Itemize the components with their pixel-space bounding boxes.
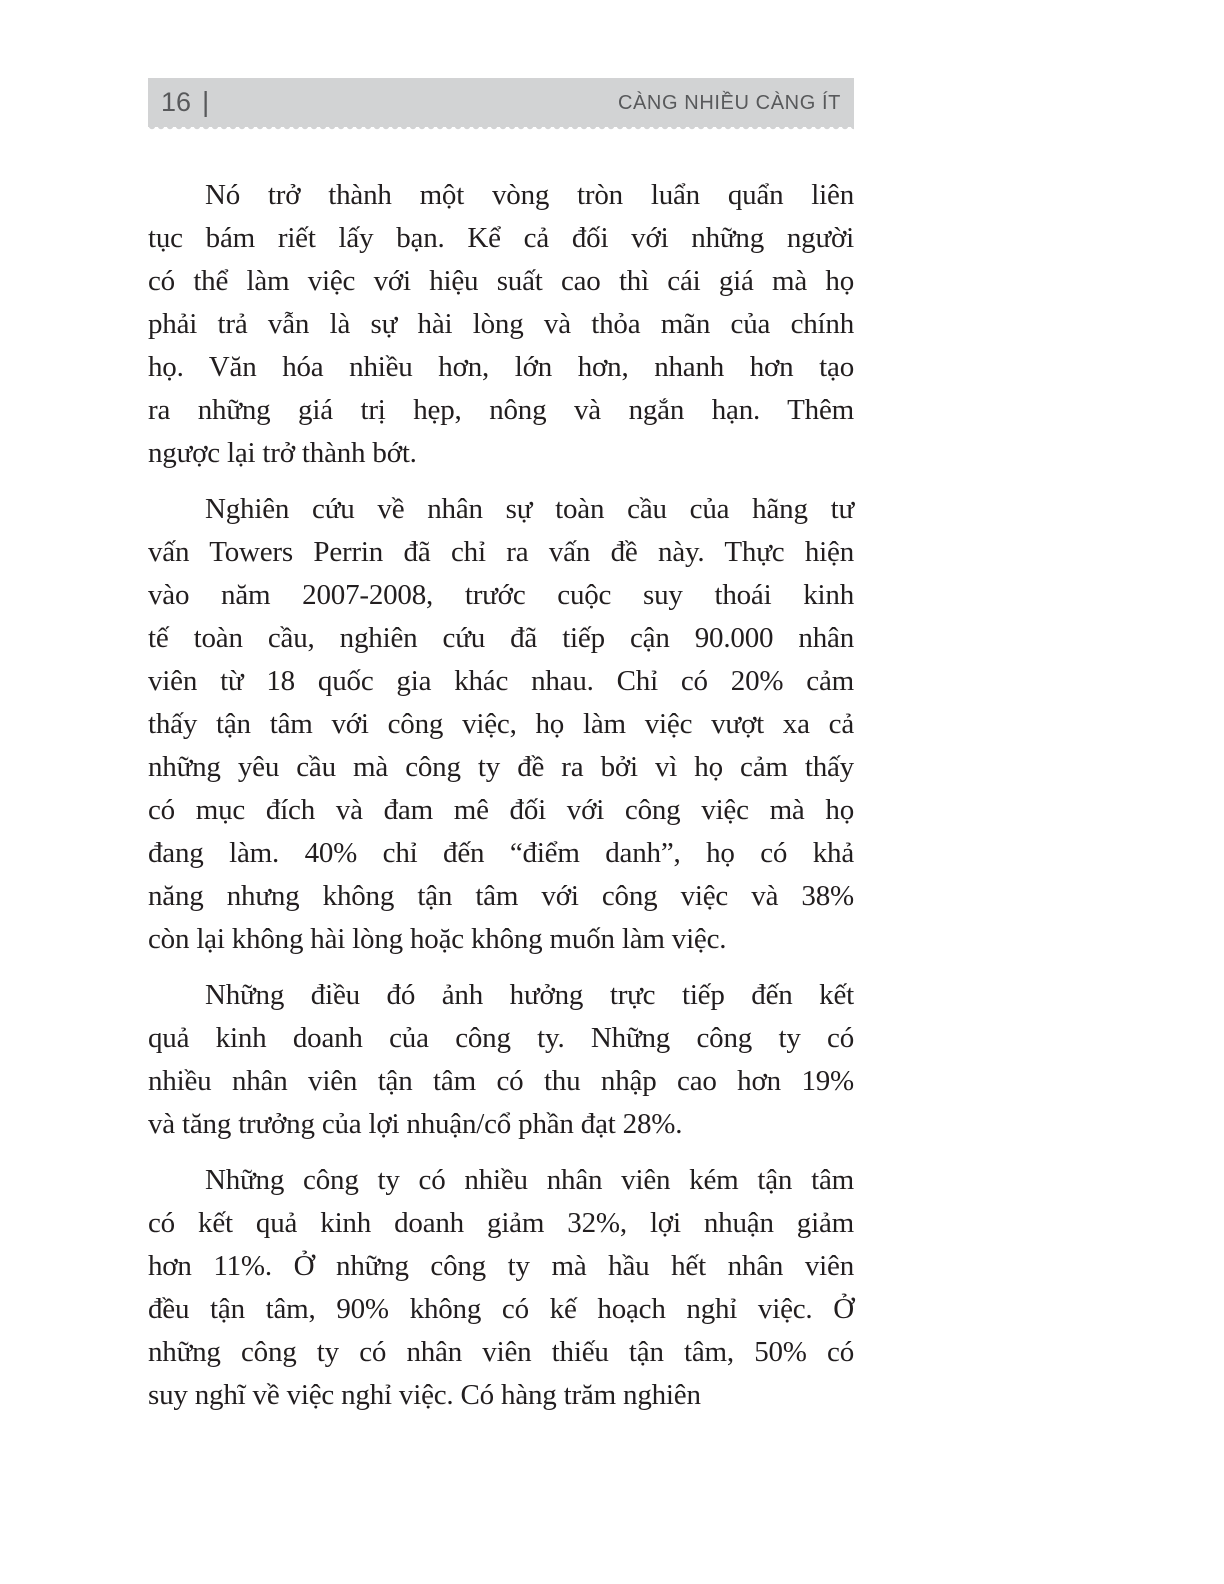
text-line: có kết quả kinh doanh giảm 32%, lợi nhuận giảm — [148, 1207, 854, 1239]
text-line: những yêu cầu mà công ty đề ra bởi vì họ cảm thấy — [148, 751, 854, 783]
text-line: thấy tận tâm với công việc, họ làm việc vượt xa cả — [148, 708, 854, 740]
text-line: có thể làm việc với hiệu suất cao thì cái giá mà họ — [148, 265, 854, 297]
text-line: Những công ty có nhiều nhân viên kém tận tâm — [205, 1164, 854, 1196]
text-line: ngược lại trở thành bớt. — [148, 437, 417, 469]
paragraph — [148, 488, 854, 961]
text-line: đang làm. 40% chỉ đến “điểm danh”, họ có khả — [148, 837, 854, 869]
page-number: 16 — [161, 87, 192, 117]
page-header-bar — [148, 78, 854, 127]
text-line: năng nhưng không tận tâm với công việc và 38% — [148, 880, 854, 912]
text-line: tế toàn cầu, nghiên cứu đã tiếp cận 90.000 nhân — [148, 622, 854, 654]
text-line: phải trả vẫn là sự hài lòng và thỏa mãn của chính — [148, 308, 854, 340]
text-line: đều tận tâm, 90% không có kế hoạch nghỉ việc. Ở — [148, 1293, 854, 1325]
text-line: nhiều nhân viên tận tâm có thu nhập cao hơn 19% — [148, 1065, 854, 1097]
text-line: họ. Văn hóa nhiều hơn, lớn hơn, nhanh hơn tạo — [148, 351, 854, 383]
text-line: suy nghĩ về việc nghỉ việc. Có hàng trăm nghiên — [148, 1379, 701, 1411]
paragraph — [148, 1159, 854, 1417]
text-line: quả kinh doanh của công ty. Những công ty có — [148, 1022, 854, 1054]
text-line: viên từ 18 quốc gia khác nhau. Chỉ có 20% cảm — [148, 665, 854, 697]
page-number-separator: | — [202, 85, 210, 117]
text-line: hơn 11%. Ở những công ty mà hầu hết nhân viên — [148, 1250, 854, 1282]
text-line: còn lại không hài lòng hoặc không muốn làm việc. — [148, 923, 727, 955]
text-line: tục bám riết lấy bạn. Kể cả đối với những người — [148, 222, 854, 254]
text-line: Nghiên cứu về nhân sự toàn cầu của hãng tư — [205, 493, 854, 525]
paragraph — [148, 974, 854, 1146]
text-line: có mục đích và đam mê đối với công việc mà họ — [148, 794, 854, 826]
text-line: vào năm 2007-2008, trước cuộc suy thoái kinh — [148, 579, 854, 611]
text-line: Những điều đó ảnh hưởng trực tiếp đến kết — [205, 979, 854, 1011]
running-title: CÀNG NHIỀU CÀNG ÍT — [617, 91, 841, 114]
text-line: và tăng trưởng của lợi nhuận/cổ phần đạt 28%. — [148, 1108, 683, 1140]
text-line: những công ty có nhân viên thiếu tận tâm, 50% có — [148, 1336, 854, 1368]
page-number-group — [161, 85, 210, 117]
page-body — [148, 174, 854, 1430]
paragraph — [148, 174, 854, 475]
text-line: ra những giá trị hẹp, nông và ngắn hạn. Thêm — [148, 394, 854, 426]
text-line: vấn Towers Perrin đã chỉ ra vấn đề này. Thực hiện — [148, 536, 854, 568]
text-line: Nó trở thành một vòng tròn luẩn quẩn liên — [205, 179, 854, 211]
